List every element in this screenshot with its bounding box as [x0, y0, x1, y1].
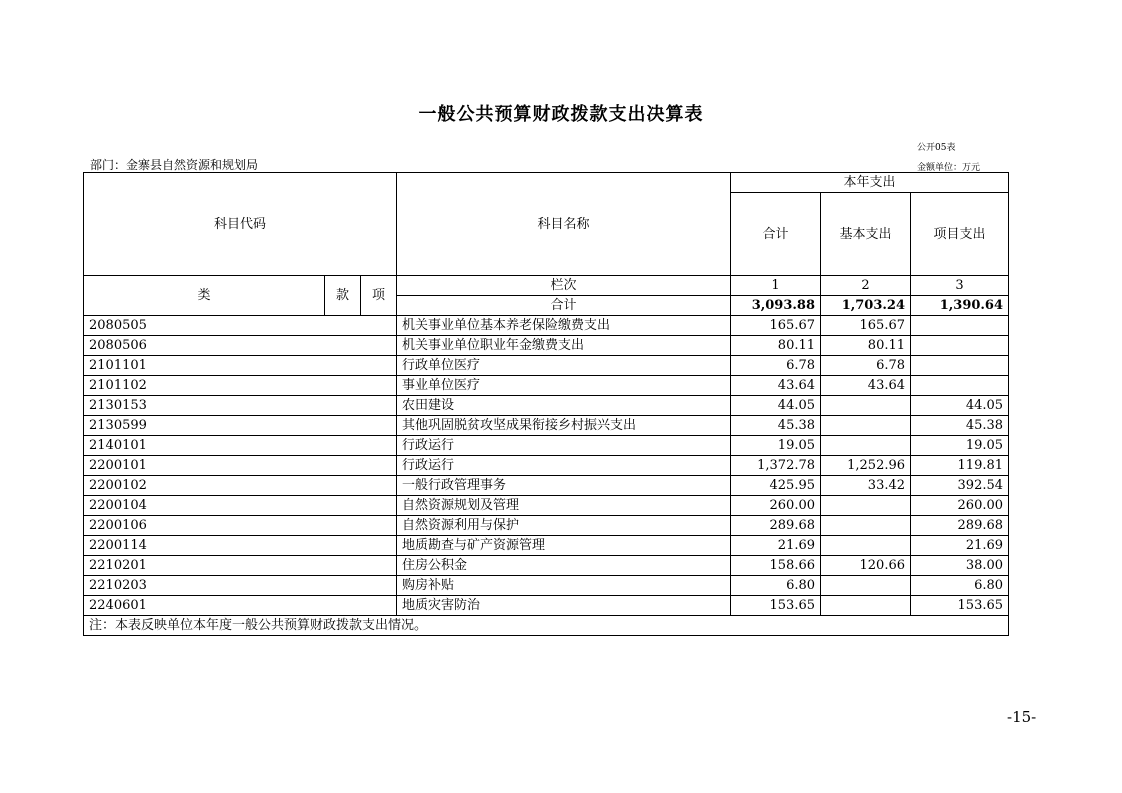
header-row-3: [84, 276, 1009, 296]
row-code: 2200114: [84, 536, 397, 556]
row-name: 地质勘查与矿产资源管理: [397, 536, 731, 556]
row-basic: [821, 536, 911, 556]
row-code: 2080505: [84, 316, 397, 336]
row-project: 21.69: [911, 536, 1009, 556]
table-row: [84, 536, 1009, 556]
header-lei: 类: [84, 276, 325, 316]
row-code: 2080506: [84, 336, 397, 356]
row-project: 19.05: [911, 436, 1009, 456]
row-project: [911, 336, 1009, 356]
row-code: 2200104: [84, 496, 397, 516]
row-project: 45.38: [911, 416, 1009, 436]
header-col1: 1: [731, 276, 821, 296]
expenditure-table: [83, 172, 1009, 636]
row-code: 2140101: [84, 436, 397, 456]
row-name: 住房公积金: [397, 556, 731, 576]
row-total: 80.11: [731, 336, 821, 356]
table-row: [84, 556, 1009, 576]
row-total: 21.69: [731, 536, 821, 556]
row-total: 44.05: [731, 396, 821, 416]
row-total: 6.80: [731, 576, 821, 596]
header-basic: 基本支出: [821, 193, 911, 276]
header-year-expense: 本年支出: [731, 173, 1009, 193]
row-name: 地质灾害防治: [397, 596, 731, 616]
table-row: [84, 416, 1009, 436]
table-row: [84, 496, 1009, 516]
table-note: 注：本表反映单位本年度一般公共预算财政拨款支出情况。: [84, 616, 1009, 636]
row-basic: 165.67: [821, 316, 911, 336]
header-xiang: 项: [361, 276, 397, 316]
row-code: 2101102: [84, 376, 397, 396]
row-total: 19.05: [731, 436, 821, 456]
row-code: 2240601: [84, 596, 397, 616]
row-project: 260.00: [911, 496, 1009, 516]
row-code: 2200101: [84, 456, 397, 476]
table-row: [84, 396, 1009, 416]
row-total: 6.78: [731, 356, 821, 376]
table-row: [84, 456, 1009, 476]
header-col3: 3: [911, 276, 1009, 296]
header-col2: 2: [821, 276, 911, 296]
row-project: [911, 356, 1009, 376]
header-row-1: [84, 173, 1009, 193]
header-code: 科目代码: [84, 173, 397, 276]
row-total: 1,372.78: [731, 456, 821, 476]
summary-basic: 1,703.24: [821, 296, 911, 316]
summary-project: 1,390.64: [911, 296, 1009, 316]
row-basic: [821, 596, 911, 616]
row-total: 425.95: [731, 476, 821, 496]
header-total: 合计: [731, 193, 821, 276]
row-name: 一般行政管理事务: [397, 476, 731, 496]
row-name: 机关事业单位职业年金缴费支出: [397, 336, 731, 356]
table-row: [84, 336, 1009, 356]
row-name: 机关事业单位基本养老保险缴费支出: [397, 316, 731, 336]
row-basic: 120.66: [821, 556, 911, 576]
row-name: 购房补贴: [397, 576, 731, 596]
table-row: [84, 436, 1009, 456]
row-total: 158.66: [731, 556, 821, 576]
row-project: 392.54: [911, 476, 1009, 496]
row-code: 2200106: [84, 516, 397, 536]
row-basic: 6.78: [821, 356, 911, 376]
summary-label: 合计: [397, 296, 731, 316]
row-project: 44.05: [911, 396, 1009, 416]
table-row: [84, 376, 1009, 396]
header-project: 项目支出: [911, 193, 1009, 276]
header-kuan: 款: [325, 276, 361, 316]
department-label: 部门：金寨县自然资源和规划局: [90, 158, 259, 172]
row-project: 119.81: [911, 456, 1009, 476]
row-total: 43.64: [731, 376, 821, 396]
table-row: [84, 476, 1009, 496]
row-basic: [821, 416, 911, 436]
row-project: 38.00: [911, 556, 1009, 576]
row-code: 2130153: [84, 396, 397, 416]
table-row: [84, 576, 1009, 596]
header-name: 科目名称: [397, 173, 731, 276]
row-name: 其他巩固脱贫攻坚成果衔接乡村振兴支出: [397, 416, 731, 436]
table-row: [84, 356, 1009, 376]
form-number: 公开05表: [917, 143, 956, 153]
note-row: [84, 616, 1009, 636]
summary-total: 3,093.88: [731, 296, 821, 316]
row-basic: [821, 496, 911, 516]
page-number: -15-: [1007, 708, 1037, 726]
row-name: 事业单位医疗: [397, 376, 731, 396]
row-name: 行政运行: [397, 456, 731, 476]
row-name: 自然资源利用与保护: [397, 516, 731, 536]
row-basic: 80.11: [821, 336, 911, 356]
row-basic: 43.64: [821, 376, 911, 396]
header-lanci: 栏次: [397, 276, 731, 296]
row-code: 2130599: [84, 416, 397, 436]
row-basic: [821, 516, 911, 536]
table-row: [84, 316, 1009, 336]
row-project: 289.68: [911, 516, 1009, 536]
row-project: 6.80: [911, 576, 1009, 596]
row-basic: [821, 436, 911, 456]
row-code: 2210203: [84, 576, 397, 596]
row-project: [911, 376, 1009, 396]
row-project: 153.65: [911, 596, 1009, 616]
row-total: 45.38: [731, 416, 821, 436]
row-project: [911, 316, 1009, 336]
page-title: 一般公共预算财政拨款支出决算表: [418, 104, 704, 125]
row-total: 153.65: [731, 596, 821, 616]
table-row: [84, 596, 1009, 616]
row-basic: [821, 576, 911, 596]
row-basic: [821, 396, 911, 416]
row-code: 2200102: [84, 476, 397, 496]
row-name: 行政运行: [397, 436, 731, 456]
row-basic: 1,252.96: [821, 456, 911, 476]
row-name: 自然资源规划及管理: [397, 496, 731, 516]
row-total: 260.00: [731, 496, 821, 516]
row-name: 行政单位医疗: [397, 356, 731, 376]
table-row: [84, 516, 1009, 536]
row-total: 289.68: [731, 516, 821, 536]
row-code: 2210201: [84, 556, 397, 576]
row-name: 农田建设: [397, 396, 731, 416]
row-code: 2101101: [84, 356, 397, 376]
row-total: 165.67: [731, 316, 821, 336]
amount-unit: 金额单位：万元: [917, 163, 981, 173]
row-basic: 33.42: [821, 476, 911, 496]
